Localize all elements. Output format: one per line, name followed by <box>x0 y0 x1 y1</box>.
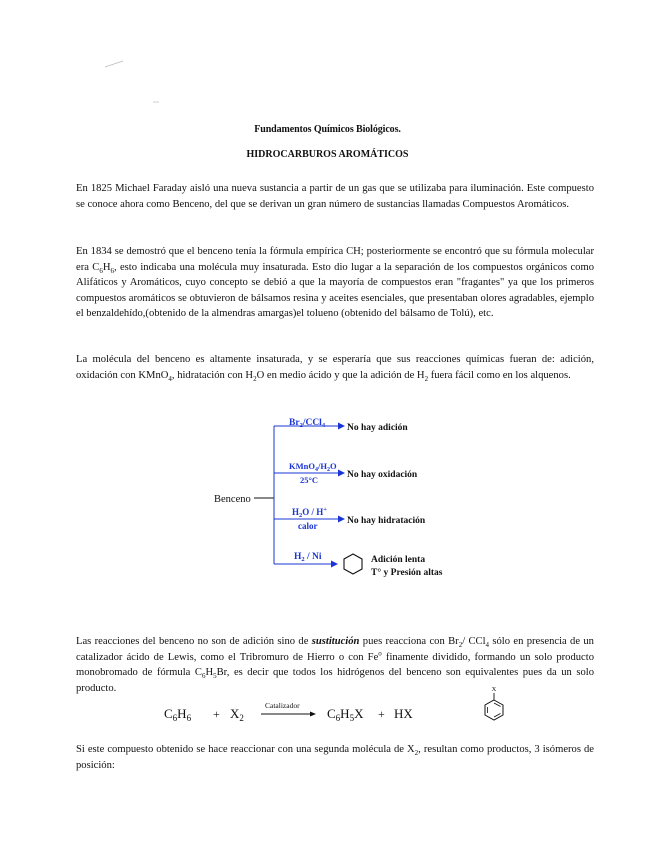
result-slow-addition: Adición lenta <box>371 555 426 565</box>
paragraph-isomers: Si este compuesto obtenido se hace reaccionar con una segunda molécula de $X_2$, resultan como productos, 3 isómeros de posición: <box>76 744 595 771</box>
paragraph-faraday: En 1825 Michael Faraday aisló una nueva sustancia a partir de un gas que se utilizaba para iluminación. Este compuesto se conoce ahora como Benceno, del que se derivan un gran número de sustancias llamadas Compuestos Aromáticos. <box>76 183 594 210</box>
condition-25c: 25°C <box>300 475 319 485</box>
ring-substituent-label: X <box>491 686 497 693</box>
cyclohexane-icon <box>344 554 362 574</box>
eq-plus-1: + <box>213 707 220 721</box>
result-no-hydration: No hay hidratación <box>347 516 426 526</box>
paragraph-substitution: Las reacciones del benceno no son de adición sino de sustitución pues reacciona con $Br_2/$ CCl$_4$ sólo en presencia de un catalizador ácido de Lewis, como el Tribromuro de Hierro o con Fe$^o$ finamente dividido, formando un solo producto monobromado de fórmula $C_6H_5Br$, es decir que todos los hidrógenos del benceno son equivalentes pues da un solo producto. <box>76 636 594 694</box>
condition-heat: calor <box>298 521 318 531</box>
eq-product-hx: HX <box>394 706 413 721</box>
scan-mark <box>104 60 124 68</box>
eq-plus-2: + <box>378 707 385 721</box>
arrowhead-1 <box>338 423 345 430</box>
eq-product-halobenzene: $C_6H_5X$ <box>327 706 364 723</box>
scheme-reactant: Benceno <box>214 494 251 505</box>
reagent-kmno4-h2o: $KMnO_4/H_2O$ <box>289 461 337 473</box>
eq-reactant-benzene: $C_6H_6$ <box>164 706 192 723</box>
condition-high-temp-pressure: T° y Presión altas <box>371 568 443 578</box>
substitution-equation <box>160 686 520 734</box>
course-header: Fundamentos Químicos Biológicos. <box>254 124 401 135</box>
eq-catalyst-label: Catalizador <box>265 701 300 710</box>
page-title: HIDROCARBUROS AROMÁTICOS <box>246 149 409 160</box>
reagent-h2-ni: $H_2$ / Ni <box>294 552 322 563</box>
reagent-br2-ccl4: $Br_2/CCl_4$ <box>289 418 326 429</box>
eq-arrowhead <box>310 712 316 717</box>
scan-dot <box>153 100 159 104</box>
paragraph-expected-reactions: La molécula del benceno es altamente insaturada, y se esperaría que sus reacciones químicas fueran de: adición, oxidación con KMnO$_4$, hidratación con $H_2O$ en medio ácido y que la adición de $H_2$ fuera fácil como en los alquenos. <box>76 354 594 383</box>
arrowhead-3 <box>338 516 345 523</box>
arrowhead-2 <box>338 470 345 477</box>
eq-reactant-halogen: $X_2$ <box>230 706 244 723</box>
result-no-oxidation: No hay oxidación <box>347 470 418 480</box>
result-no-addition: No hay adición <box>347 423 408 433</box>
paragraph-formula: En 1834 se demostró que el benceno tenía la fórmula empírica CH; posteriormente se encontró que su fórmula molecular era $C_6H_6$, esto indicaba una molécula muy insaturada. Esto dio lugar a la separación de los compuestos orgánicos como Alifáticos y Aromáticos, cuyo concepto se debió a que la mayoría de compuestos eran "fragantes" ya que los primeros compuestos aromáticos se obtuvieron de bálsamos resina y aceites esenciales, que presentaban olores agradables, ejemplo el benzaldehído,(obtenido de la almendras amargas)el tolueno (obtenido del bálsamo de Tolú), etc. <box>76 246 594 320</box>
benzene-reaction-scheme <box>214 412 474 587</box>
arrowhead-4 <box>331 561 338 568</box>
reagent-h2o-h: $H_2O / H^+$ <box>292 506 327 519</box>
